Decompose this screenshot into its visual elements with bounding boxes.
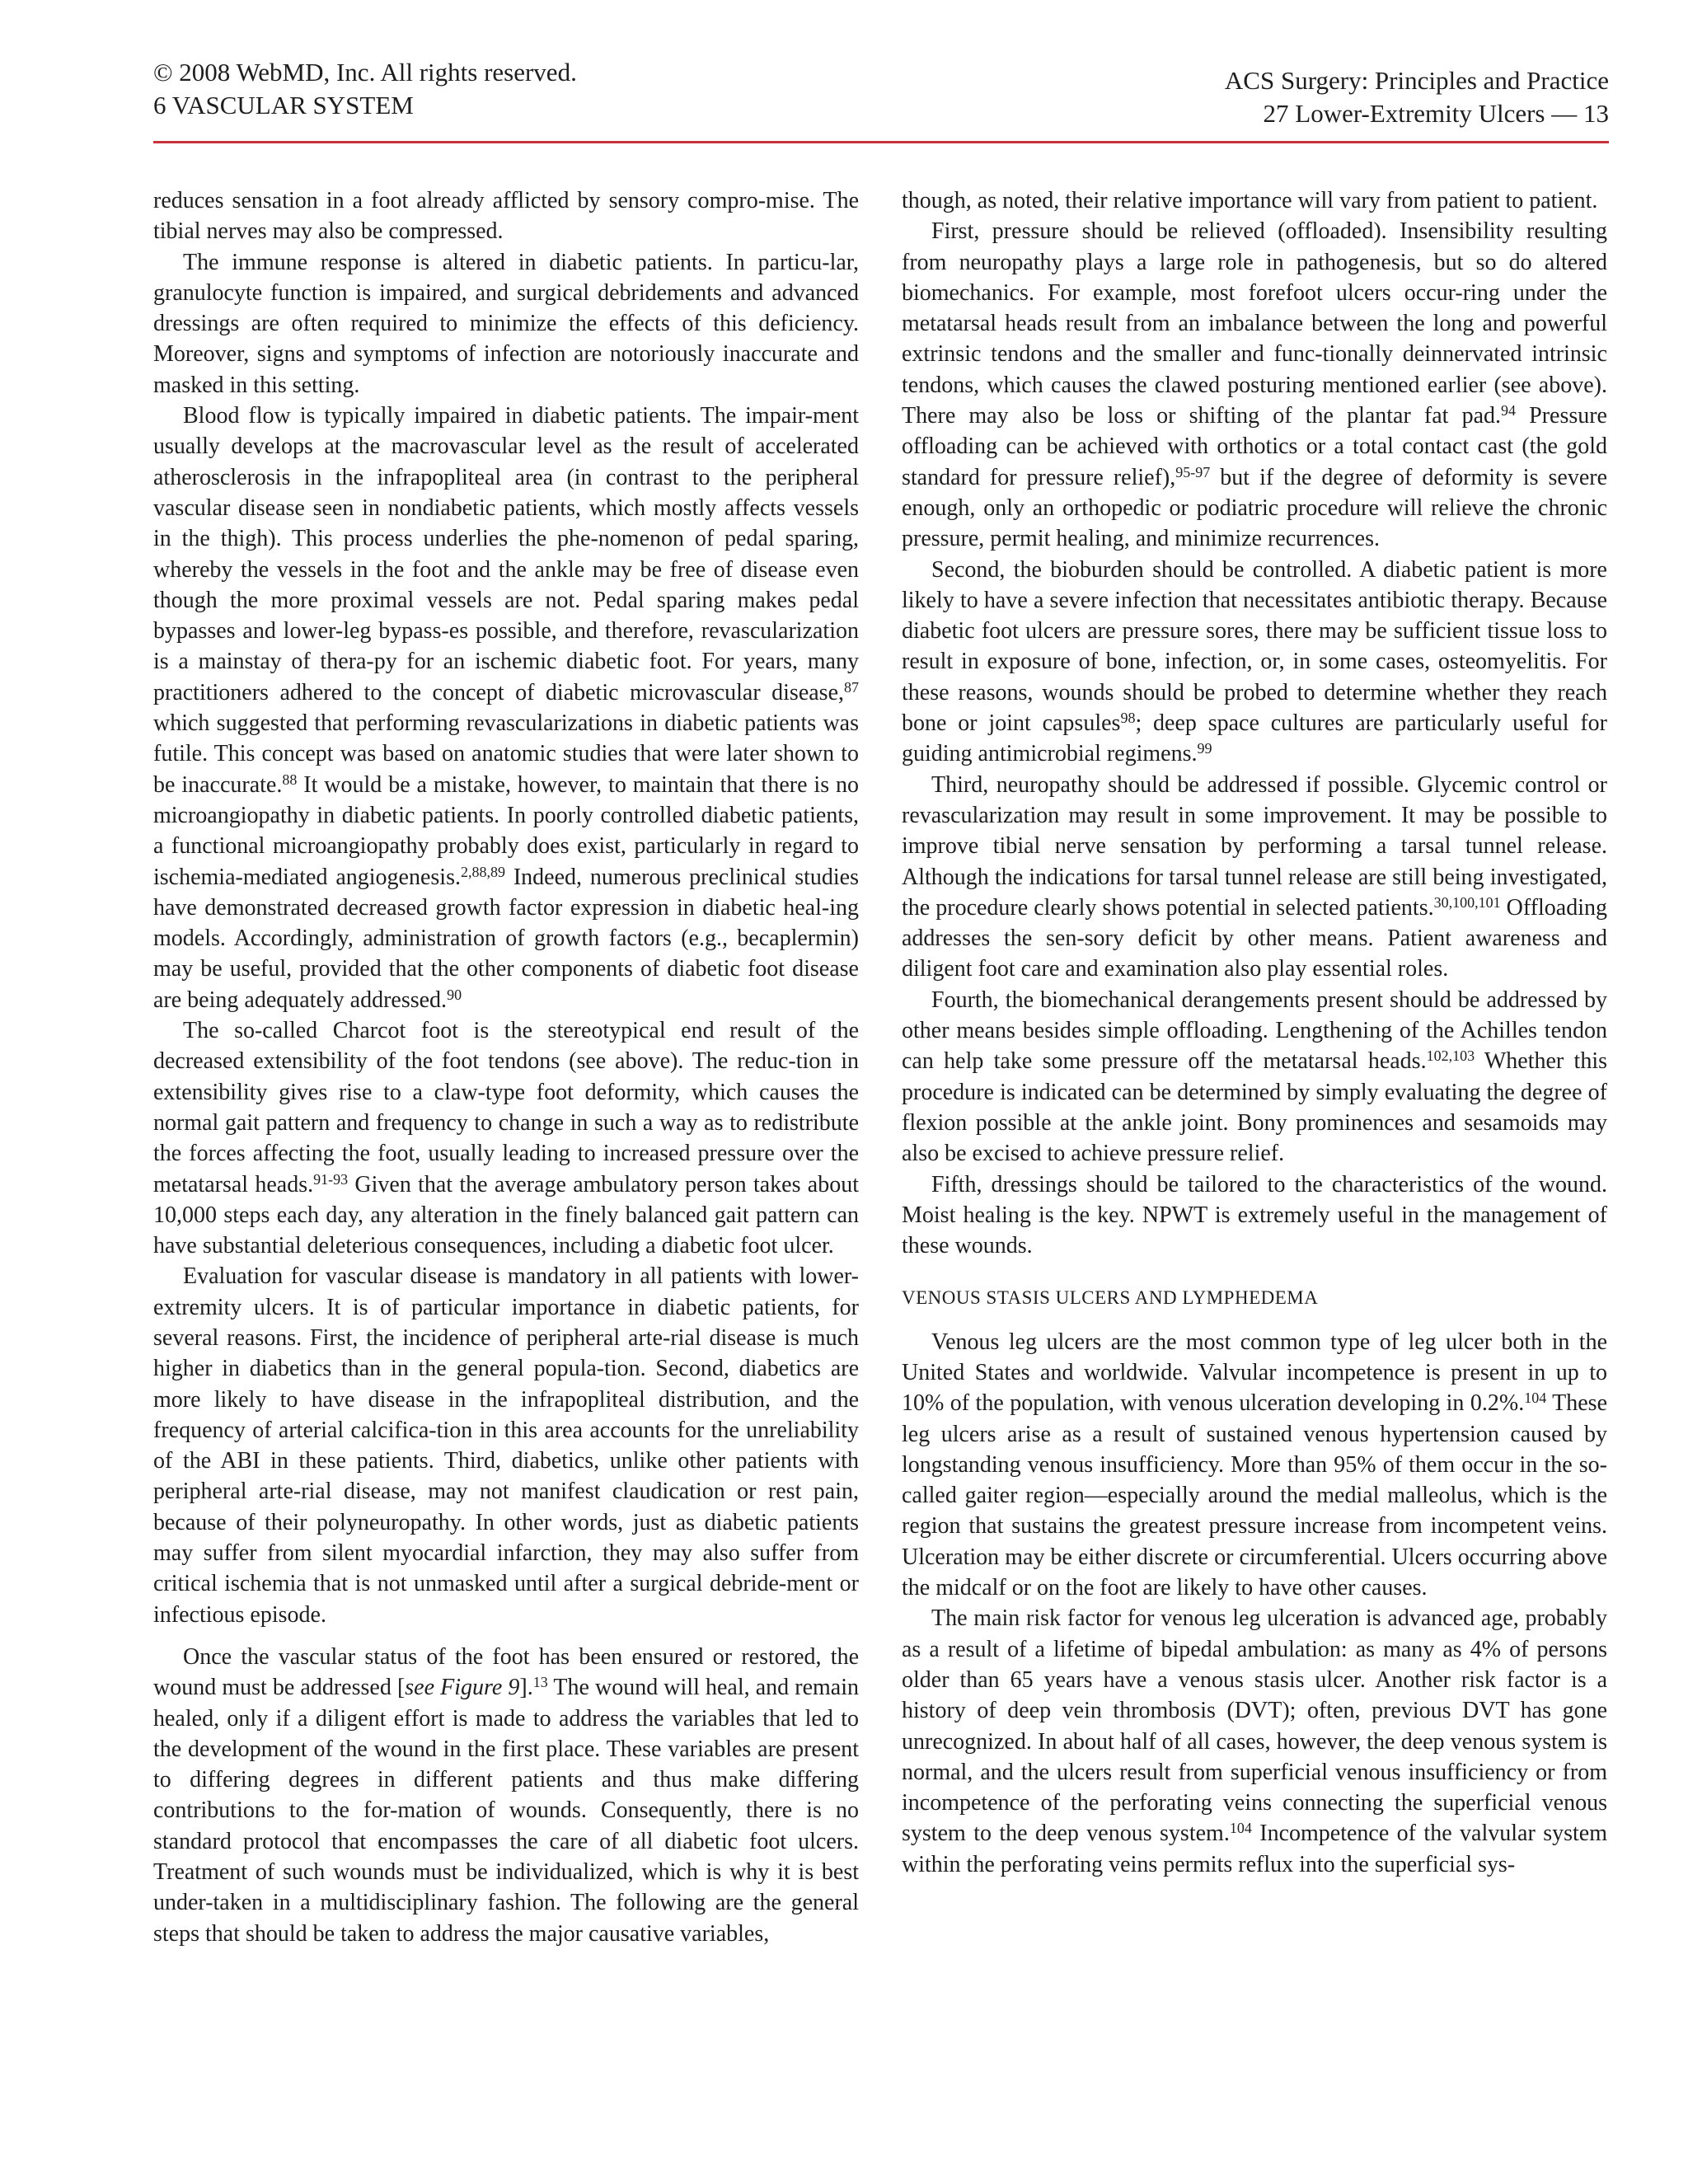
chapter-title: 27 Lower-Extremity Ulcers — 13 <box>1263 99 1609 128</box>
section-title: 6 VASCULAR SYSTEM <box>153 91 414 120</box>
right-column <box>902 185 1607 1880</box>
page-header <box>153 56 1609 138</box>
copyright-notice: © 2008 WebMD, Inc. All rights reserved. <box>153 58 577 87</box>
citation: 102,103 <box>1426 1047 1475 1065</box>
paragraph: The so-called Charcot foot is the stereotypical end result of the decreased extensibility of the foot tendons (see above). The reduc-tion in extensibility gives rise to a claw-type foot deformity, which causes the normal gait pattern and frequency to change in such a way as to redistribute the forces affecting the foot, usually leading to increased pressure over the metatarsal heads.$^{91-93}$ Given that the average ambulatory person takes about 10,000 steps each day, any alteration in the finely balanced gait pattern can have substantial deleterious consequences, including a diabetic foot ulcer. <box>153 1018 859 1259</box>
citation: 90 <box>447 986 462 1003</box>
citation: 88 <box>282 771 298 788</box>
header-divider <box>153 141 1609 143</box>
citation: 94 <box>1501 402 1516 419</box>
citation: 91-93 <box>313 1170 349 1188</box>
citation: 2,88,89 <box>460 863 505 880</box>
paragraph: Once the vascular status of the foot has been ensured or restored, the wound must be addressed [see Figure 9].$^{13}$ The wound will heal, and remain healed, only if a diligent effort is made to address the variables that led to the development of the wound in the first place. These variables are present to differing degrees in different patients and thus make differing contributions to the for-mation of wounds. Consequently, there is no standard protocol that encompasses the care of all diabetic foot ulcers. Treatment of such wounds must be individualized, which is why it is best under-taken in a multidisciplinary fashion. The following are the general steps that should be taken to address the major causative variables, <box>153 1643 859 1947</box>
paragraph: Fourth, the biomechanical derangements present should be addressed by other means besides simple offloading. Lengthening of the Achilles tendon can help take some pressure off the metatarsal heads.$^{102,103}$ Whether this procedure is indicated can be determined by simply evaluating the degree of flexion possible at the ankle joint. Bony prominences and sesamoids may also be excised to achieve pressure relief. <box>902 987 1607 1167</box>
book-title: ACS Surgery: Principles and Practice <box>1224 66 1609 95</box>
citation: 13 <box>532 1674 548 1691</box>
paragraph: though, as noted, their relative importance will vary from patient to patient. <box>902 188 1598 213</box>
paragraph: Blood flow is typically impaired in diabetic patients. The impair-ment usually develops at the macrovascular level as the result of accelerated atherosclerosis in the infrapopliteal area (in contrast to the peripheral vascular disease seen in nondiabetic patients, which mostly affects vessels in the thigh). This process underlies the phe-nomenon of pedal sparing, whereby the vessels in the foot and the ankle may be free of disease even though the more proximal vessels are not. Pedal sparing makes pedal bypasses and lower-leg bypass-es possible, and therefore, revascularization is a mainstay of thera-py for an ischemic diabetic foot. For years, many practitioners adhered to the concept of diabetic microvascular disease,$^{87}$ which suggested that performing revascularizations in diabetic patients was futile. This concept was based on anatomic studies that were later shown to be inaccurate.$^{88}$ It would be a mistake, however, to maintain that there is no microangiopathy in diabetic patients. In poorly controlled diabetic patients, a functional microangiopathy probably does exist, particularly in regard to ischemia-mediated angiogenesis.$^{2,88,89}$ Indeed, numerous preclinical studies have demonstrated decreased growth factor expression in diabetic heal-ing models. Accordingly, administration of growth factors (e.g., becaplermin) may be useful, provided that the other components of diabetic foot disease are being adequately addressed.$^{90}$ <box>153 403 860 1013</box>
citation: 99 <box>1197 740 1212 757</box>
paragraph: Evaluation for vascular disease is mandatory in all patients with lower-extremity ulcers. It is of particular importance in diabetic patients, for several reasons. First, the incidence of peripheral arte-rial disease is much higher in diabetics than in the general popula-tion. Second, diabetics are more likely to have disease in the infrapopliteal distribution, and the frequency of arterial calcifica-tion in this area accounts for the unreliability of the ABI in these patients. Third, diabetics, unlike other patients with peripheral arte-rial disease, may not manifest claudication or rest pain, because of their polyneuropathy. In other words, just as diabetic patients may suffer from silent myocardial infarction, they may also suffer from critical ischemia that is not unmasked until after a surgical debride-ment or infectious episode. <box>153 1263 859 1628</box>
header-left <box>153 56 577 122</box>
citation: 30,100,101 <box>1433 893 1501 911</box>
paragraph: First, pressure should be relieved (offloaded). Insensibility resulting from neuropathy plays a large role in pathogenesis, but so do altered biomechanics. For example, most forefoot ulcers occur-ring under the metatarsal heads result from an imbalance between the long and powerful extrinsic tendons and the smaller and func-tionally deinnervated intrinsic tendons, which causes the clawed posturing mentioned earlier (see above). There may also be loss or shifting of the plantar fat pad.$^{94}$ Pressure offloading can be achieved with orthotics or a total contact cast (the gold standard for pressure relief),$^{95-97}$ but if the degree of deformity is severe enough, only an orthopedic or podiatric procedure will relieve the chronic pressure, permit healing, and minimize recurrences. <box>902 218 1608 552</box>
paragraph: Third, neuropathy should be addressed if possible. Glycemic control or revascularization may result in some improvement. It may be possible to improve tibial nerve sensation by performing a tarsal tunnel release. Although the indications for tarsal tunnel release are still being investigated, the procedure clearly shows potential in selected patients.$^{30,100,101}$ Offloading addresses the sen-sory deficit by other means. Patient awareness and diligent foot care and examination also play essential roles. <box>902 771 1607 982</box>
citation: 104 <box>1229 1820 1252 1837</box>
paragraph: Second, the bioburden should be controlled. A diabetic patient is more likely to have a severe infection that necessitates antibiotic therapy. Because diabetic foot ulcers are pressure sores, there may be sufficient tissue loss to result in exposure of bone, infection, or, in some cases, osteomyelitis. For these reasons, wounds should be probed to determine whether they reach bone or joint capsules$^{98}$; deep space cultures are particularly useful for guiding antimicrobial regimens.$^{99}$ <box>902 556 1607 767</box>
left-column <box>153 185 859 1949</box>
citation: 98 <box>1120 710 1136 727</box>
paragraph: The immune response is altered in diabetic patients. In particu-lar, granulocyte function is impaired, and surgical debridements and advanced dressings are often required to minimize the effects of this deficiency. Moreover, signs and symptoms of infection are notoriously inaccurate and masked in this setting. <box>153 249 859 398</box>
paragraph: Fifth, dressings should be tailored to the characteristics of the wound. Moist healing is the key. NPWT is extremely useful in the management of these wounds. <box>902 1171 1607 1259</box>
citation: 87 <box>844 678 859 696</box>
header-right <box>1225 64 1609 130</box>
figure-reference[interactable]: see Figure 9 <box>405 1675 520 1701</box>
paragraph: Venous leg ulcers are the most common type of leg ulcer both in the United States and worldwide. Valvular incompetence is present in up to 10% of the population, with venous ulceration developing in 0.2%.$^{104}$ These leg ulcers arise as a result of sustained venous hypertension caused by longstanding venous insufficiency. More than 95% of them occur in the so-called gaiter region—especially around the medial malleolus, which is the region that sustains the greatest pressure increase from incompetent veins. Ulceration may be either discrete or circumferential. Ulcers occurring above the midcalf or on the foot are likely to have other causes. <box>902 1329 1607 1601</box>
paragraph: The main risk factor for venous leg ulceration is advanced age, probably as a result of a lifetime of bipedal ambulation: as many as 4% of persons older than 65 years have a venous stasis ulcer. Another risk factor is a history of deep vein thrombosis (DVT); often, previous DVT has gone unrecognized. In about half of all cases, however, the deep venous system is normal, and the ulcers result from superficial venous insufficiency or from incompetence of the perforating veins connecting the superficial venous system to the deep venous system.$^{104}$ Incompetence of the valvular system within the perforating veins permits reflux into the superficial sys- <box>902 1605 1607 1877</box>
paragraph: reduces sensation in a foot already afflicted by sensory compro-mise. The tibial nerves may also be compressed. <box>153 188 859 245</box>
section-heading: VENOUS STASIS ULCERS AND LYMPHEDEMA <box>902 1287 1319 1309</box>
citation: 95-97 <box>1175 463 1211 480</box>
citation: 104 <box>1524 1390 1547 1407</box>
